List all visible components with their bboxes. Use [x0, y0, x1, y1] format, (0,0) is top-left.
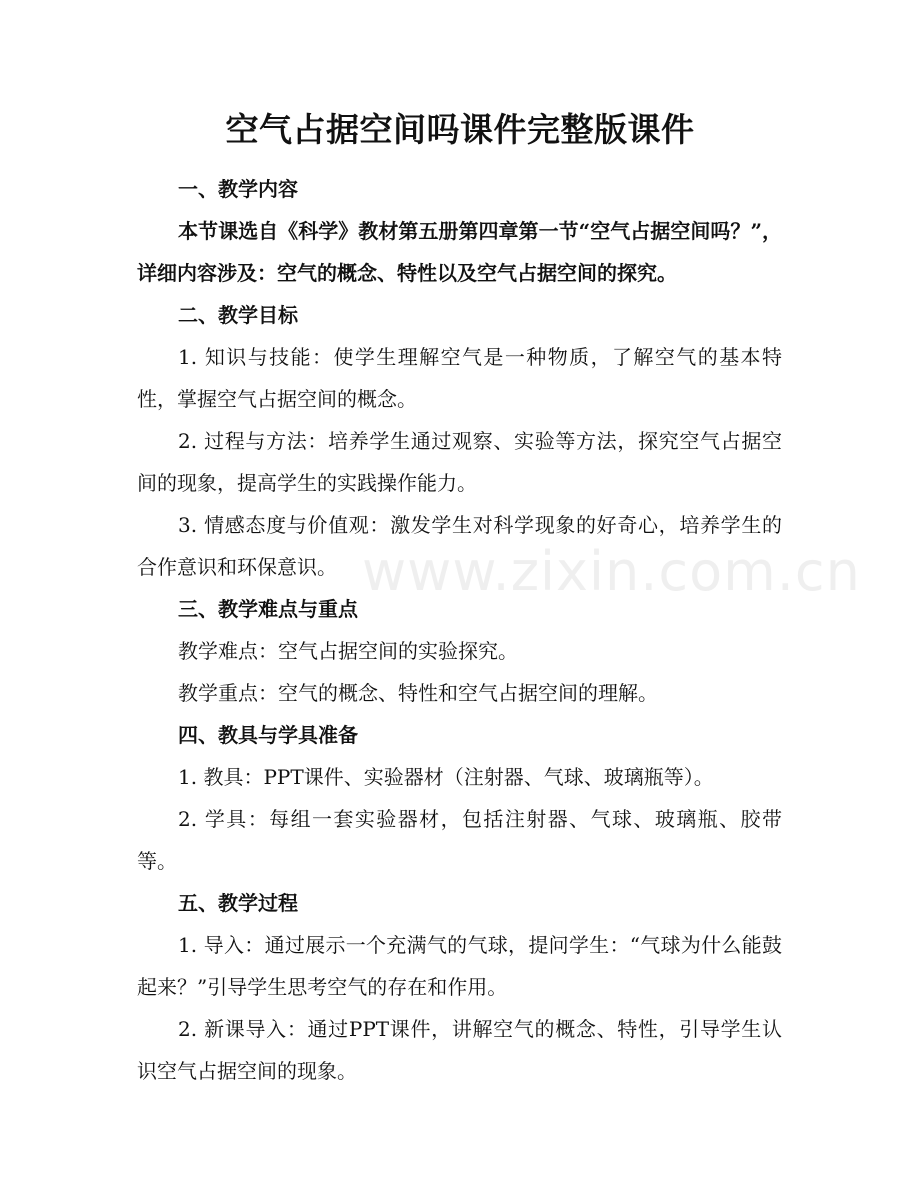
section-heading-process: 五、教学过程	[178, 891, 298, 915]
student-materials: 2. 学具：每组一套实验器材，包括注射器、气球、玻璃瓶、胶带等。	[137, 807, 782, 873]
section-heading-materials: 四、教具与学具准备	[178, 723, 358, 747]
teacher-materials: 1. 教具：PPT课件、实验器材（注射器、气球、玻璃瓶等）。	[178, 765, 714, 789]
goal-knowledge-skills: 1. 知识与技能：使学生理解空气是一种物质，了解空气的基本特性，掌握空气占据空间的概念。	[137, 345, 782, 411]
teaching-focus: 教学重点：空气的概念、特性和空气占据空间的理解。	[178, 681, 658, 705]
process-new-lesson: 2. 新课导入：通过PPT课件，讲解空气的概念、特性，引导学生认识空气占据空间的现象。	[137, 1017, 782, 1083]
section-heading-difficulties-focus: 三、教学难点与重点	[178, 597, 358, 621]
teaching-difficulty: 教学难点：空气占据空间的实验探究。	[178, 639, 518, 663]
document-title: 空气占据空间吗课件完整版课件	[225, 110, 695, 149]
watermark-text: www.zixin.com.cn	[362, 540, 861, 603]
section-heading-teaching-goals: 二、教学目标	[178, 303, 298, 327]
goal-process-methods: 2. 过程与方法：培养学生通过观察、实验等方法，探究空气占据空间的现象，提高学生的实践操作能力。	[137, 429, 782, 495]
process-introduction: 1. 导入：通过展示一个充满气的气球，提问学生：“气球为什么能鼓起来？”引导学生思考空气的存在和作用。	[137, 933, 782, 999]
section-heading-teaching-content: 一、教学内容	[178, 177, 298, 201]
teaching-content-paragraph: 本节课选自《科学》教材第五册第四章第一节“空气占据空间吗？”，详细内容涉及：空气的概念、特性以及空气占据空间的探究。	[137, 219, 782, 285]
document-body	[137, 168, 782, 1092]
goal-emotion-values: 3. 情感态度与价值观：激发学生对科学现象的好奇心，培养学生的合作意识和环保意识。	[137, 513, 782, 579]
